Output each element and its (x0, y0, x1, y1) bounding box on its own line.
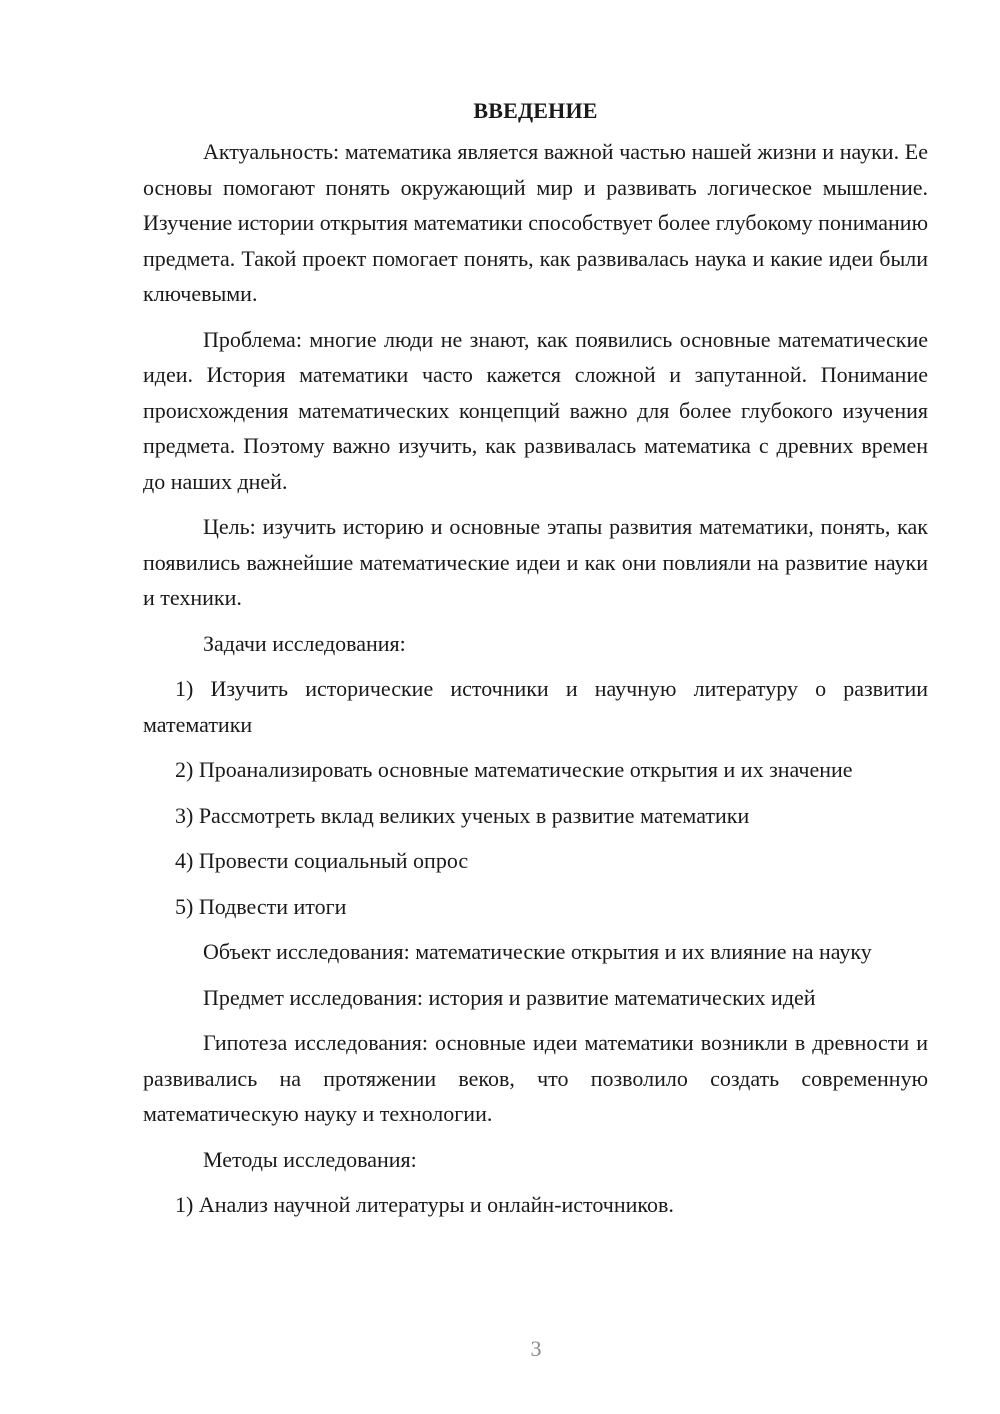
task-item: 1) Изучить исторические источники и научную литературу о развитии математики (143, 676, 928, 737)
subject-paragraph: Предмет исследования: история и развитие математических идей (203, 984, 816, 1010)
relevance-paragraph: Актуальность: математика является важной частью нашей жизни и науки. Ее основы помогают понять окружающий мир и развивать логическое мышление. Изучение истории открытия математики способствует более глубокому пониманию предмета. Такой проект помогает понять, как развивалась наука и какие идеи были ключевыми. (143, 139, 928, 306)
method-item: 1) Анализ научной литературы и онлайн-источников. (175, 1192, 674, 1217)
methods-heading: Методы исследования: (203, 1146, 417, 1172)
problem-paragraph: Проблема: многие люди не знают, как появились основные математические идеи. История математики часто кажется сложной и запутанной. Понимание происхождения математических концепций важно для более глубокого изучения предмета. Поэтому важно изучить, как развивалась математика с древних времен до наших дней. (143, 326, 928, 494)
section-title: ВВЕДЕНИЕ (473, 98, 598, 123)
task-item: 5) Подвести итоги (175, 893, 347, 919)
goal-paragraph: Цель: изучить историю и основные этапы развития математики, понять, как появились важнейшие математические идеи и как они повлияли на развитие науки и техники. (143, 514, 928, 610)
task-item: 2) Проанализировать основные математические открытия и их значение (175, 757, 853, 782)
page-body (143, 96, 928, 1233)
task-item: 3) Рассмотреть вклад великих ученых в развитие математики (175, 802, 750, 828)
task-item: 4) Провести социальный опрос (175, 848, 469, 873)
tasks-heading: Задачи исследования: (203, 630, 406, 656)
page-number: 3 (530, 1336, 542, 1361)
hypothesis-paragraph: Гипотеза исследования: основные идеи математики возникли в древности и развивались на протяжении веков, что позволило создать современную математическую науку и технологии. (143, 1030, 928, 1126)
object-paragraph: Объект исследования: математические открытия и их влияние на науку (203, 939, 872, 964)
